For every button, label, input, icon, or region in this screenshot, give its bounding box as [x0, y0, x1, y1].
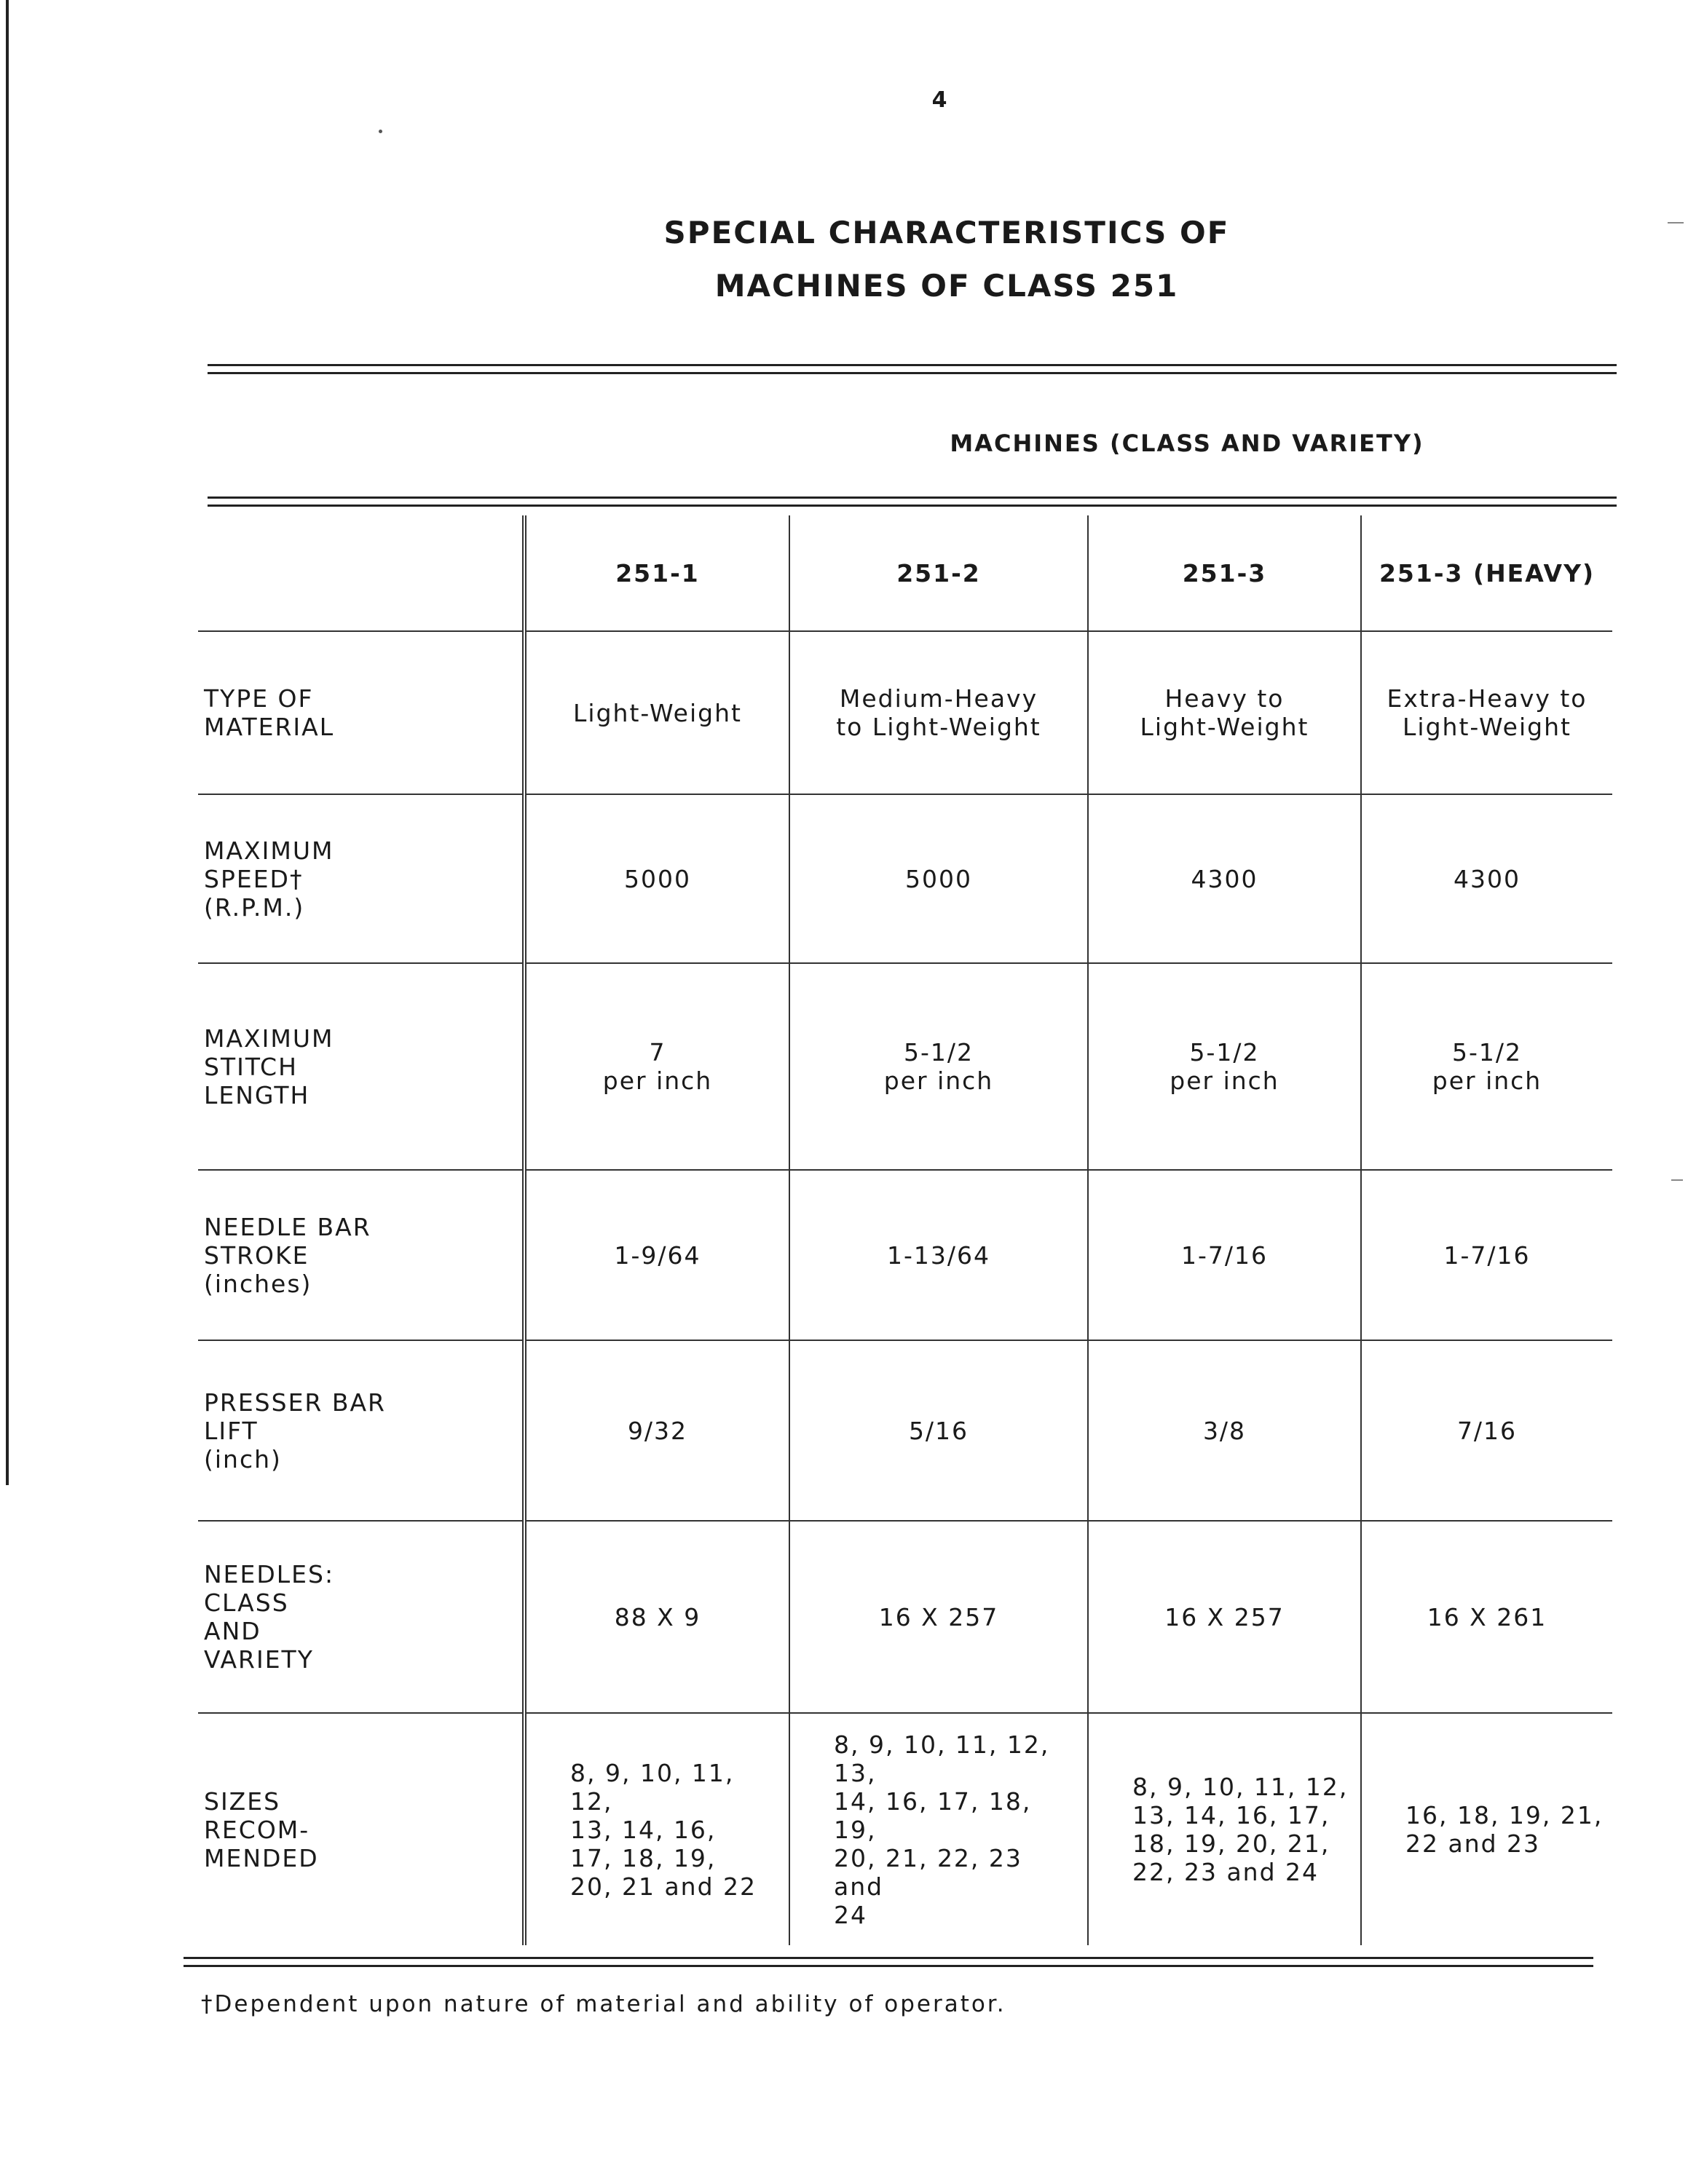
table-cell: 7 per inch	[524, 963, 789, 1170]
table-cell: 1-7/16	[1361, 1170, 1612, 1340]
page-title-line-1: SPECIAL CHARACTERISTICS OF	[663, 215, 1230, 250]
column-header-251-2: 251-2	[789, 515, 1088, 631]
row-label-maximum-stitch-length: MAXIMUM STITCH LENGTH	[198, 963, 524, 1170]
table-row	[198, 1521, 1612, 1713]
page-title-line-2: MACHINES OF CLASS 251	[714, 268, 1179, 304]
table-cell: Extra-Heavy to Light-Weight	[1361, 631, 1612, 794]
table-cell: 4300	[1088, 794, 1361, 963]
row-label-maximum-speed: MAXIMUM SPEED† (R.P.M.)	[198, 794, 524, 963]
table-row	[198, 631, 1612, 794]
table-cell: 16 X 257	[789, 1521, 1088, 1713]
table-cell: 5-1/2 per inch	[789, 963, 1088, 1170]
table-cell: 5000	[524, 794, 789, 963]
table-cell: 16 X 261	[1361, 1521, 1612, 1713]
column-header-251-3: 251-3	[1088, 515, 1361, 631]
table-cell: 5000	[789, 794, 1088, 963]
table-cell: 88 X 9	[524, 1521, 789, 1713]
table-cell: 9/32	[524, 1340, 789, 1521]
table-cell: Light-Weight	[524, 631, 789, 794]
table-cell: Heavy to Light-Weight	[1088, 631, 1361, 794]
table-cell: 5-1/2 per inch	[1088, 963, 1361, 1170]
table-row	[198, 1713, 1612, 1945]
table-cell: 16, 18, 19, 21, 22 and 23	[1361, 1713, 1612, 1945]
spec-table	[198, 515, 1612, 1945]
page-number: 4	[931, 87, 947, 113]
row-label-sizes-recommended: SIZES RECOM- MENDED	[198, 1713, 524, 1945]
table-row	[198, 794, 1612, 963]
table-cell: 7/16	[1361, 1340, 1612, 1521]
row-label-presser-bar-lift: PRESSER BAR LIFT (inch)	[198, 1340, 524, 1521]
row-label-type-of-material: TYPE OF MATERIAL	[198, 631, 524, 794]
header-top-rule	[208, 364, 1617, 374]
footnote: †Dependent upon nature of material and ability of operator.	[201, 1991, 1006, 2017]
column-header-251-1: 251-1	[524, 515, 789, 631]
table-row	[198, 963, 1612, 1170]
table-cell: 5-1/2 per inch	[1361, 963, 1612, 1170]
scan-edge-mark	[1671, 1179, 1683, 1181]
row-label-needles-class-and-variety: NEEDLES: CLASS AND VARIETY	[198, 1521, 524, 1713]
page-edge-rule	[6, 0, 9, 1485]
row-label-needle-bar-stroke: NEEDLE BAR STROKE (inches)	[198, 1170, 524, 1340]
table-header-row	[198, 515, 1612, 631]
scan-edge-mark	[1668, 222, 1684, 223]
table-cell: 16 X 257	[1088, 1521, 1361, 1713]
table-group-header: MACHINES (CLASS AND VARIETY)	[950, 430, 1424, 457]
table-corner-cell	[198, 515, 524, 631]
table-cell: 1-9/64	[524, 1170, 789, 1340]
table-cell: 5/16	[789, 1340, 1088, 1521]
table-cell: 1-7/16	[1088, 1170, 1361, 1340]
table-cell: 8, 9, 10, 11, 12, 13, 14, 16, 17, 18, 19, 20, 21, 22, 23 and 24	[789, 1713, 1088, 1945]
table-cell: 8, 9, 10, 11, 12, 13, 14, 16, 17, 18, 19, 20, 21, 22, 23 and 24	[1088, 1713, 1361, 1945]
table-row	[198, 1170, 1612, 1340]
table-cell: 8, 9, 10, 11, 12, 13, 14, 16, 17, 18, 19, 20, 21 and 22	[524, 1713, 789, 1945]
scan-speck	[379, 130, 382, 133]
table-row	[198, 1340, 1612, 1521]
table-cell: 1-13/64	[789, 1170, 1088, 1340]
table-cell: 4300	[1361, 794, 1612, 963]
table-cell: Medium-Heavy to Light-Weight	[789, 631, 1088, 794]
table-cell: 3/8	[1088, 1340, 1361, 1521]
table-bottom-rule	[184, 1957, 1593, 1967]
table-top-rule	[208, 496, 1617, 507]
column-header-251-3-heavy: 251-3 (HEAVY)	[1361, 515, 1612, 631]
